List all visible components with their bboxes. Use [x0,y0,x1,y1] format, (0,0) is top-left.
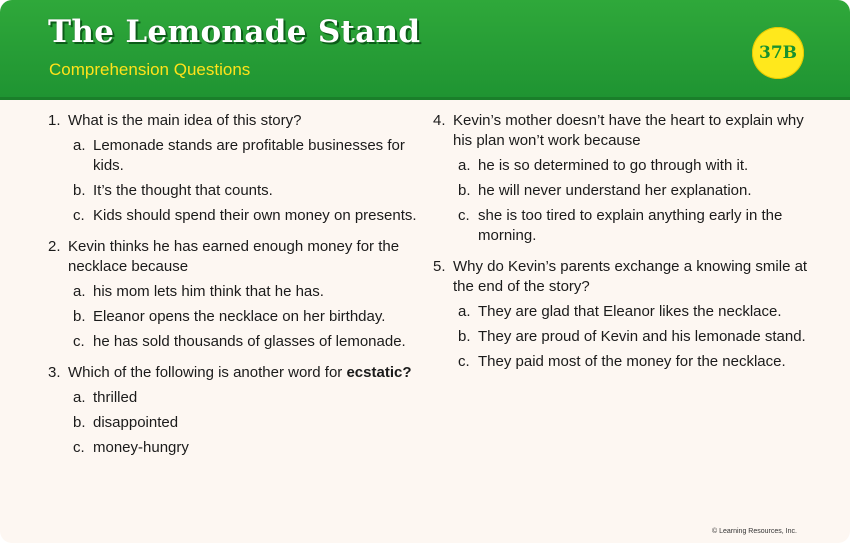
answer-option [458,206,808,246]
option-letter: a. [458,157,471,174]
option-text: he is so determined to go through with it. [478,157,749,174]
answer-option [73,136,423,176]
question-stem [433,257,808,297]
vocabulary-word: ecstatic? [346,364,412,381]
question-4 [433,111,808,246]
question-text: Kevin thinks he has earned enough money for the necklace because [68,238,400,275]
question-stem [433,111,808,151]
question-text: Kevin’s mother doesn’t have the heart to explain why his plan won’t work because [453,112,804,149]
question-number: 5. [433,258,446,275]
question-number: 4. [433,112,446,129]
option-text: money-hungry [93,439,189,456]
option-letter: b. [73,182,86,199]
option-letter: c. [73,439,85,456]
option-text: Lemonade stands are profitable businesses for kids. [93,137,405,174]
option-letter: c. [458,353,470,370]
page-subtitle: Comprehension Questions [49,60,251,79]
option-letter: c. [458,207,470,224]
option-letter: c. [73,333,85,350]
option-text: They paid most of the money for the necklace. [478,353,786,370]
question-number: 3. [48,364,61,381]
question-3 [48,363,423,458]
option-text: They are glad that Eleanor likes the necklace. [478,303,782,320]
question-stem [48,363,423,383]
question-text-main: Which of the following is another word for [68,364,347,381]
option-text: They are proud of Kevin and his lemonade stand. [478,328,806,345]
question-text: Why do Kevin’s parents exchange a knowing smile at the end of the story? [453,258,808,295]
answer-option [73,181,423,201]
card-number-badge: 37B [752,27,804,79]
question-number: 1. [48,112,61,129]
copyright-notice: © Learning Resources, Inc. [712,528,797,535]
answer-option [73,282,423,302]
option-letter: a. [458,303,471,320]
answer-option [73,332,423,352]
answer-option [73,206,423,226]
question-text [68,363,423,383]
question-text: What is the main idea of this story? [68,112,302,129]
answer-option [458,156,808,176]
left-column [48,111,423,469]
card-header [0,0,850,100]
option-letter: b. [73,308,86,325]
question-stem [48,111,423,131]
question-2 [48,237,423,352]
option-text: Eleanor opens the necklace on her birthday. [93,308,386,325]
answer-option [458,352,808,372]
answer-option [458,302,808,322]
option-text: she is too tired to explain anything early in the morning. [478,207,783,244]
option-letter: c. [73,207,85,224]
option-text: his mom lets him think that he has. [93,283,324,300]
option-text: It’s the thought that counts. [93,182,273,199]
answer-option [73,307,423,327]
option-letter: b. [458,182,471,199]
answer-option [458,181,808,201]
option-text: he will never understand her explanation. [478,182,752,199]
option-text: thrilled [93,389,138,406]
question-number: 2. [48,238,61,255]
question-stem [48,237,423,277]
question-1 [48,111,423,226]
option-letter: b. [458,328,471,345]
answer-option [73,413,423,433]
page-title: The Lemonade Stand [48,14,421,50]
option-letter: a. [73,283,86,300]
right-column [433,111,808,383]
question-5 [433,257,808,372]
option-text: Kids should spend their own money on presents. [93,207,417,224]
answer-option [458,327,808,347]
option-text: disappointed [93,414,179,431]
option-letter: a. [73,389,86,406]
option-text: he has sold thousands of glasses of lemonade. [93,333,406,350]
answer-option [73,438,423,458]
answer-option [73,388,423,408]
option-letter: b. [73,414,86,431]
option-letter: a. [73,137,86,154]
